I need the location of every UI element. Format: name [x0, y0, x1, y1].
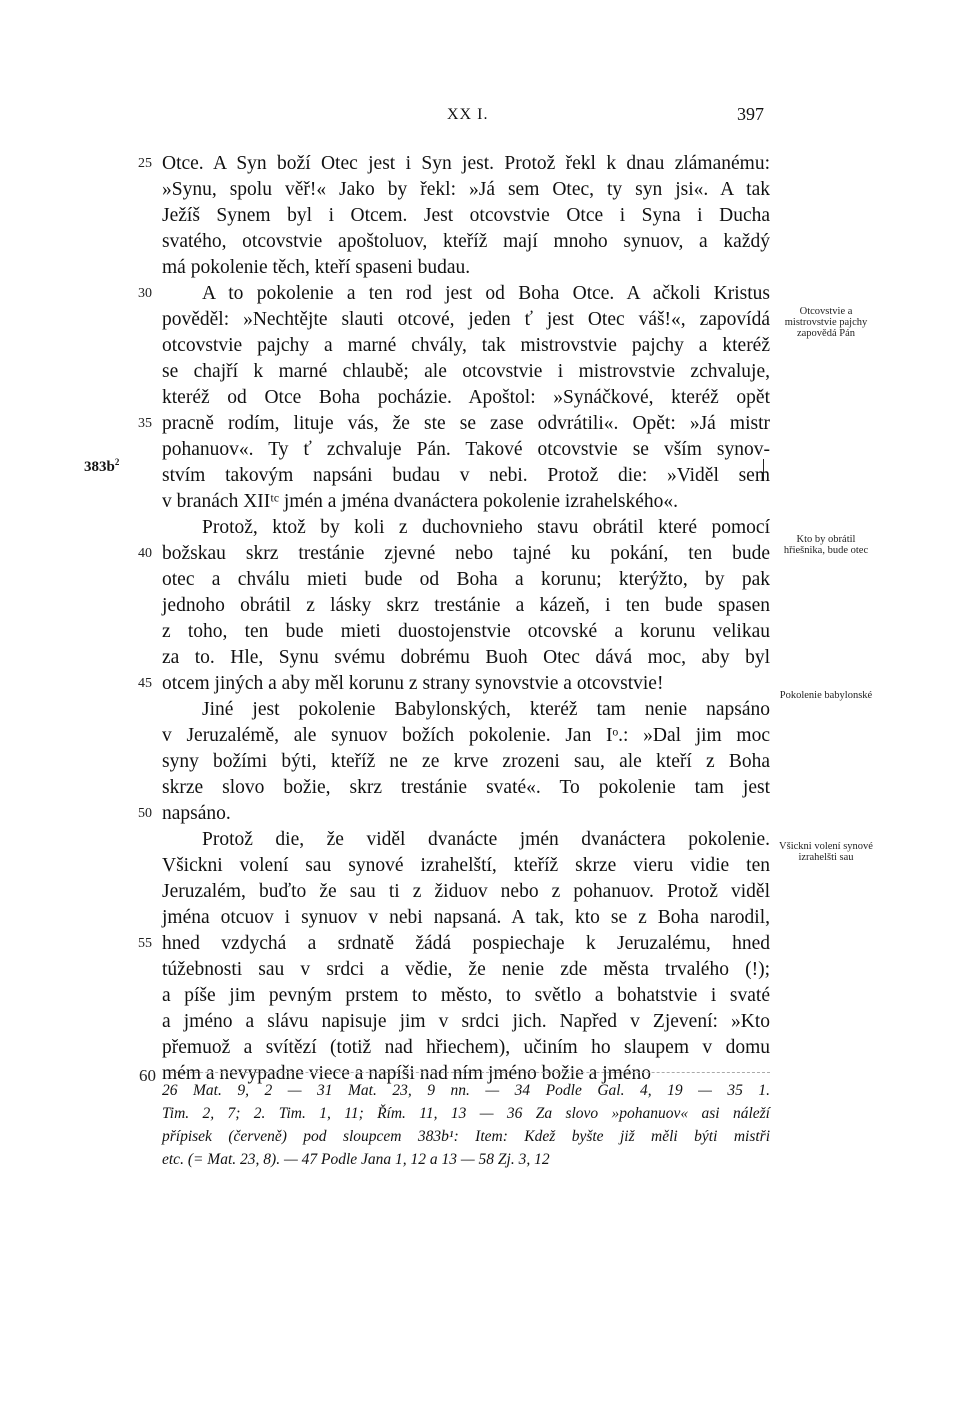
text-line: přemuož a svítězí (totiž nad hřiechem), učiním ho slaupem v domu — [162, 1037, 770, 1058]
text-line: svatého, otcovstvie apoštoluov, kteříž mají mnoho synuov, a každý — [162, 231, 770, 252]
text-line: hned vzdychá a srdnatě žádá pospiechaje k Jeruzalému, hned — [162, 933, 770, 954]
gloss-2: Kto by obrátil hřiešnika, bude otec — [783, 534, 869, 556]
line-number: 60 — [139, 1066, 156, 1085]
text-line: otcem jiných a aby měl korunu z strany synovstvie a otcovstvie! — [162, 673, 664, 694]
line-number: 40 — [138, 546, 152, 561]
text-line: Otce. A Syn boží Otec jest i Syn jest. Protož řekl k dnau zlámanému: — [162, 153, 770, 174]
text-line: pracně rodím, lituje vás, že ste se zase odvrátili«. Opět: »Já mistr — [162, 413, 770, 434]
text-line: Jeruzalém, buďto že sau ti z židuov nebo z pohanuov. Protož viděl — [162, 881, 770, 902]
text-line: mém a nevypadne viece a napíši nad ním jméno božie a jméno — [162, 1063, 651, 1084]
text-line: napsáno. — [162, 803, 231, 824]
footnote-line: přípisek (červeně) pod sloupcem 383b¹: Item: Kdež byšte již měli býti mistři — [162, 1128, 770, 1145]
text-line: se chajří k marné chlaubě; ale otcovstvie i mistrovstvie zchvaluje, — [162, 361, 770, 382]
text-line: Jiné jest pokolenie Babylonských, kteréž tam nenie napsáno — [202, 699, 770, 720]
folio-marker-text: 383b — [84, 459, 115, 475]
gloss-3: Pokolenie babylonské — [779, 690, 873, 701]
line-number: 35 — [138, 416, 152, 431]
line-number: 45 — [138, 676, 152, 691]
text-line: v branách XIIᵗᶜ jmén a jména dvanáctera pokolenie izrahelského«. — [162, 491, 679, 512]
text-line: božskau skrz trestánie zjevné nebo tajné ku pokání, ten bude — [162, 543, 770, 564]
text-line: Protož, ktož by koli z duchovnieho stavu obrátil které pomocí — [202, 517, 770, 538]
folio-marker — [84, 457, 119, 476]
text-line: jednoho obrátil z lásky skrz trestánie a kázeň, i ten bude spasen — [162, 595, 770, 616]
footnote-line: etc. (= Mat. 23, 8). — 47 Podle Jana 1, 12 a 13 — 58 Zj. 3, 12 — [162, 1151, 550, 1168]
text-line: stvím takovým napsáni budau v nebi. Protož die: »Viděl sem — [162, 465, 770, 486]
gloss-1: Otcovstvie a mistrovstvie pajchy zapovědá Pán — [784, 306, 868, 339]
text-line: má pokolenie těch, kteří spaseni budau. — [162, 257, 471, 278]
footnote-line: 26 Mat. 9, 2 — 31 Mat. 23, 9 nn. — 34 Podle Gal. 4, 19 — 35 1. — [162, 1082, 770, 1099]
text-line: syny božími býti, kteříž ne ze krve zrozeni sau, ale kteří z Boha — [162, 751, 770, 772]
text-line: pohanuov«. Ty ť zchvaluje Pán. Takové otcovstvie se vším synov- — [162, 439, 770, 460]
page-header-chapter: XX I. — [447, 106, 489, 123]
text-line: A to pokolenie a ten rod jest od Boha Otce. A ačkoli Kristus — [202, 283, 770, 304]
text-line: jména otcuov i synuov v nebi napsaná. A tak, kto se z Boha narodil, — [162, 907, 770, 928]
text-line: a jméno a slávu napisuje jim v srdci jich. Napřed v Zjevení: »Kto — [162, 1011, 770, 1032]
footnote-rule — [170, 1072, 770, 1073]
line-number: 30 — [138, 286, 152, 301]
text-line: pověděl: »Nechtějte slauti otcové, jeden ť jest Otec váš!«, zapovídá — [162, 309, 770, 330]
text-line: »Synu, spolu věř!« Jako by řekl: »Já sem Otec, ty syn jsi«. A tak — [162, 179, 770, 200]
text-line: z toho, ten bude mieti duostojenstvie otcovské a korunu velikau — [162, 621, 770, 642]
line-number: 50 — [138, 806, 152, 821]
text-line: v Jeruzalémě, ale synuov božích pokolenie. Jan Iᵒ.: »Dal jim moc — [162, 725, 770, 746]
text-line: Všickni volení sau synové izrahelští, kteříž skrze vieru vidie ten — [162, 855, 770, 876]
text-line: a píše jim pevným prstem to město, to světlo a bohatstvie i svaté — [162, 985, 770, 1006]
text-line: skrze slovo božie, skrz trestánie svaté«. To pokolenie tam jest — [162, 777, 770, 798]
text-line: otcovstvie pajchy a marné chvály, tak mistrovstvie pajchy a kteréž — [162, 335, 770, 356]
line-number: 25 — [138, 156, 152, 171]
text-line: otec a chválu mieti bude od Boha a korunu; kterýžto, by pak — [162, 569, 770, 590]
folio-marker-sup: 2 — [114, 457, 120, 467]
line-number: 55 — [138, 936, 152, 951]
page-number: 397 — [737, 104, 764, 124]
text-line: za to. Hle, Synu svému dobrému Buoh Otec dává moc, aby byl — [162, 647, 770, 668]
footnote-line: Tim. 2, 7; 2. Tim. 1, 11; Řím. 11, 13 — 36 Za slovo »pohanuov« asi náleží — [162, 1105, 770, 1122]
gloss-4: Všickni volení synové izrahelšti sau — [779, 841, 873, 863]
text-line: kteréž od Otce Boha pocházie. Apoštol: »Synáčkové, kteréž opět — [162, 387, 770, 408]
text-line: túžebnosti sau v srdci a vědie, že nenie zde města trvalého (!); — [162, 959, 770, 980]
text-line: Protož die, že viděl dvanácte jmén dvanáctera pokolenie. — [202, 829, 770, 850]
text-line: Ježíš Synem byl i Otcem. Jest otcovstvie Otce i Syna i Ducha — [162, 205, 770, 226]
